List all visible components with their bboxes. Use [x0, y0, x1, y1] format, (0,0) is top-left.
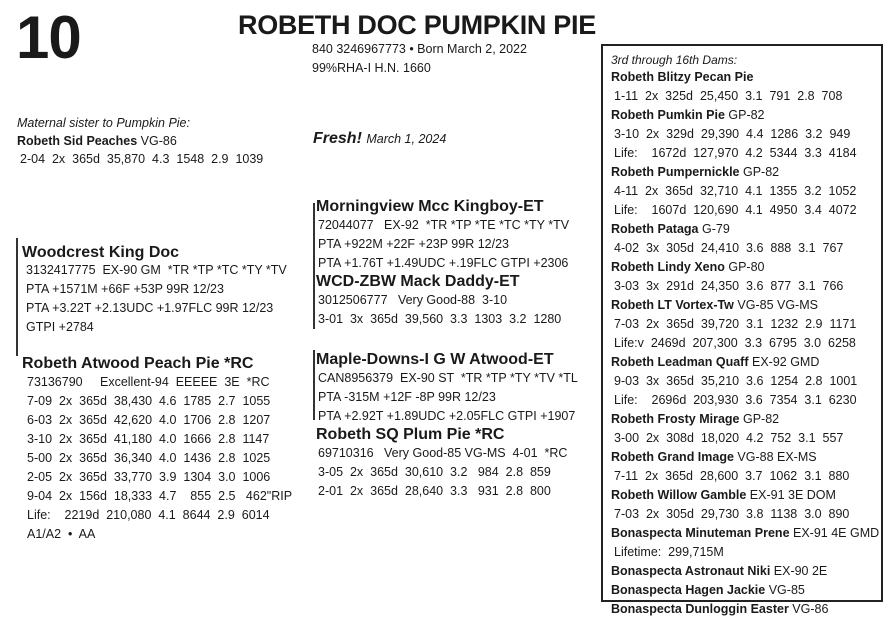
dam-entry-name [611, 296, 881, 315]
animal-name: ROBETH DOC PUMPKIN PIE [238, 10, 596, 40]
animal-breed-line: 99%RHA-I H.N. 1660 [312, 61, 431, 75]
dam-entry-name [611, 163, 881, 182]
dam-entry-name [611, 258, 881, 277]
fresh-notice [313, 130, 446, 148]
dam-entry-name [611, 220, 881, 239]
maternal-sister-record: 2-04 2x 365d 35,870 4.3 1548 2.9 1039 [20, 152, 264, 166]
dam-lifetime-record: Life: 2219d 210,080 4.1 8644 2.9 6014 [27, 508, 270, 522]
dam-entry-record: 4-11 2x 365d 32,710 4.1 1355 3.2 1052 [614, 184, 857, 198]
lot-number: 10 [16, 4, 81, 71]
dam-record: 2-05 2x 365d 33,770 3.9 1304 3.0 1006 [27, 470, 271, 484]
dam-entry-name-text: Bonaspecta Minuteman Prene [611, 526, 790, 540]
dams-sire-line-3: PTA +2.92T +1.89UDC +2.05FLC GTPI +1907 [318, 409, 576, 423]
sire-bracket-line [16, 238, 18, 356]
dams-dam-line-1: 69710316 Very Good-85 VG-MS 4-01 *RC [318, 446, 568, 460]
dam-entry-record: 3-00 2x 308d 18,020 4.2 752 3.1 557 [614, 431, 844, 445]
dam-entry-classification: EX-91 3E DOM [746, 488, 836, 502]
dam-entry-name-text: Robeth Willow Gamble [611, 488, 747, 502]
dam-entry-record: Life: 2696d 203,930 3.6 7354 3.1 6230 [614, 393, 857, 407]
maternal-sister-heading [17, 132, 177, 151]
sire-line-3: PTA +3.22T +2.13UDC +1.97FLC 99R 12/23 [26, 301, 274, 315]
dams-dam-line-3: 2-01 2x 365d 28,640 3.3 931 2.8 800 [318, 484, 551, 498]
dam-entry-name-text: Robeth LT Vortex-Tw [611, 298, 734, 312]
sires-sire-name: Morningview Mcc Kingboy-ET [316, 198, 544, 215]
dam-entry-name [611, 486, 881, 505]
dam-entry-name-text: Robeth Pumkin Pie [611, 108, 725, 122]
dams-parents-bracket-line [313, 350, 315, 420]
dams-dam-line-2: 3-05 2x 365d 30,610 3.2 984 2.8 859 [318, 465, 551, 479]
sire-line-4: GTPI +2784 [26, 320, 94, 334]
dam-entry-name [611, 600, 881, 619]
sires-parents-bracket-line [313, 203, 315, 329]
dam-entry-classification: VG-86 [788, 602, 829, 616]
dam-entry-classification: GP-82 [739, 412, 780, 426]
sires-sire-line-1: 72044077 EX-92 *TR *TP *TE *TC *TY *TV [318, 218, 570, 232]
dam-entry-record: 7-03 2x 365d 39,720 3.1 1232 2.9 1171 [614, 317, 857, 331]
dam-entry-name [611, 353, 881, 372]
dam-entry-classification: GP-80 [724, 260, 765, 274]
dam-entry-record: 3-10 2x 329d 29,390 4.4 1286 3.2 949 [614, 127, 851, 141]
dam-entry-name [611, 562, 881, 581]
dam-record: 7-09 2x 365d 38,430 4.6 1785 2.7 1055 [27, 394, 271, 408]
dam-entry-classification: GP-82 [739, 165, 780, 179]
dam-entry-record: Life: 1672d 127,970 4.2 5344 3.3 4184 [614, 146, 857, 160]
dam-entry-classification: EX-90 2E [770, 564, 828, 578]
sires-dam-name: WCD-ZBW Mack Daddy-ET [316, 273, 520, 290]
dam-record: 6-03 2x 365d 42,620 4.0 1706 2.8 1207 [27, 413, 271, 427]
dams-sire-line-2: PTA -315M +12F -8P 99R 12/23 [318, 390, 496, 404]
dam-entry-name [611, 106, 881, 125]
sires-dam-line-1: 3012506777 Very Good-88 3-10 [318, 293, 508, 307]
dam-entry-classification: G-79 [698, 222, 730, 236]
sires-dam-line-2: 3-01 3x 365d 39,560 3.3 1303 3.2 1280 [318, 312, 562, 326]
dam-genotype: A1/A2 • AA [27, 527, 96, 541]
dam-entry-name-text: Robeth Lindy Xeno [611, 260, 725, 274]
maternal-sister-name: Robeth Sid Peaches [17, 134, 138, 148]
dam-entry-classification: EX-91 4E GMD [789, 526, 880, 540]
sires-sire-line-3: PTA +1.76T +1.49UDC +.19FLC GTPI +2306 [318, 256, 569, 270]
dam-record: 3-10 2x 365d 41,180 4.0 1666 2.8 1147 [27, 432, 270, 446]
dam-entry-record: 4-02 3x 305d 24,410 3.6 888 3.1 767 [614, 241, 844, 255]
dam-entry-name-text: Bonaspecta Hagen Jackie [611, 583, 766, 597]
dam-entry-classification: VG-85 VG-MS [733, 298, 818, 312]
dam-entry-name [611, 581, 881, 600]
dam-entry-name-text: Robeth Frosty Mirage [611, 412, 740, 426]
dam-entry-name-text: Robeth Pataga [611, 222, 699, 236]
dam-entry-record: 7-11 2x 365d 28,600 3.7 1062 3.1 880 [614, 469, 850, 483]
sires-sire-line-2: PTA +922M +22F +23P 99R 12/23 [318, 237, 509, 251]
maternal-sister-label: Maternal sister to Pumpkin Pie: [17, 116, 190, 130]
animal-id-line: 840 3246967773 • Born March 2, 2022 [312, 42, 527, 56]
dam-entry-classification: VG-88 EX-MS [733, 450, 817, 464]
dam-entry-name-text: Robeth Grand Image [611, 450, 734, 464]
dam-entry-record: Life:v 2469d 207,300 3.3 6795 3.0 6258 [614, 336, 856, 350]
dam-entry-name-text: Bonaspecta Astronaut Niki [611, 564, 771, 578]
dam-name: Robeth Atwood Peach Pie *RC [22, 355, 254, 372]
dams-sire-line-1: CAN8956379 EX-90 ST *TR *TP *TY *TV *TL [318, 371, 578, 385]
dam-entry-record: 7-03 2x 305d 29,730 3.8 1138 3.0 890 [614, 507, 850, 521]
dam-entry-record: Life: 1607d 120,690 4.1 4950 3.4 4072 [614, 203, 857, 217]
dam-entry-name [611, 524, 881, 543]
dam-entry-name [611, 448, 881, 467]
dam-entry-name [611, 410, 881, 429]
dam-entry-classification: EX-92 GMD [748, 355, 820, 369]
fresh-date: March 1, 2024 [366, 132, 447, 146]
extended-dams-header: 3rd through 16th Dams: [611, 53, 738, 67]
dam-record: 9-04 2x 156d 18,333 4.7 855 2.5 462"RIP [27, 489, 293, 503]
dam-entry-record: Lifetime: 299,715M [614, 545, 724, 559]
sire-line-2: PTA +1571M +66F +53P 99R 12/23 [26, 282, 224, 296]
dam-entry-name-text: Robeth Blitzy Pecan Pie [611, 70, 754, 84]
dam-entry-name-text: Robeth Leadman Quaff [611, 355, 749, 369]
dam-entry-classification: VG-85 [765, 583, 805, 597]
dam-record: 5-00 2x 365d 36,340 4.0 1436 2.8 1025 [27, 451, 271, 465]
extended-dams-list [611, 52, 881, 619]
dam-entry-name-text: Bonaspecta Dunloggin Easter [611, 602, 789, 616]
dam-entry-classification: GP-82 [724, 108, 765, 122]
dams-sire-name: Maple-Downs-I G W Atwood-ET [316, 351, 554, 368]
dam-entry-record: 3-03 3x 291d 24,350 3.6 877 3.1 766 [614, 279, 844, 293]
dam-id-line: 73136790 Excellent-94 EEEEE 3E *RC [27, 375, 270, 389]
sire-line-1: 3132417775 EX-90 GM *TR *TP *TC *TY *TV [26, 263, 287, 277]
dam-entry-name-text: Robeth Pumpernickle [611, 165, 740, 179]
dam-entry-name [611, 68, 881, 87]
maternal-sister-classification: VG-86 [137, 134, 177, 148]
dam-entry-record: 1-11 2x 325d 25,450 3.1 791 2.8 708 [614, 89, 843, 103]
dam-entry-record: 9-03 3x 365d 35,210 3.6 1254 2.8 1001 [614, 374, 858, 388]
sire-name: Woodcrest King Doc [22, 244, 180, 261]
fresh-label: Fresh! [313, 130, 362, 147]
dams-dam-name: Robeth SQ Plum Pie *RC [316, 426, 505, 443]
